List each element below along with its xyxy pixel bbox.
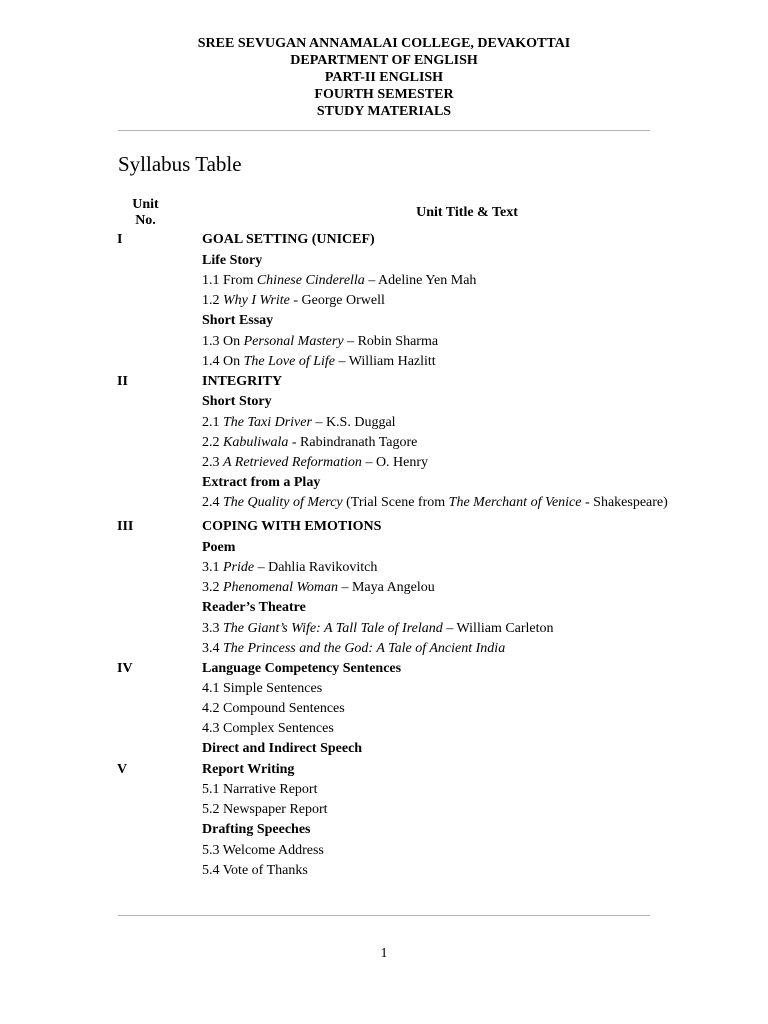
table-row <box>117 517 677 659</box>
syllabus-item <box>202 841 677 861</box>
item-text: – K.S. Duggal <box>311 414 396 430</box>
department-name: DEPARTMENT OF ENGLISH <box>290 53 478 68</box>
work-title: The Giant’s Wife: A Tall Tale of Ireland <box>223 620 443 636</box>
syllabus-item <box>202 413 677 433</box>
item-text: 3.2 <box>202 580 223 595</box>
item-text: – O. Henry <box>361 454 429 470</box>
item-text: 4.2 Compound Sentences <box>202 701 345 716</box>
unit-content <box>202 372 677 518</box>
semester-label: FOURTH SEMESTER <box>314 87 454 102</box>
header-divider <box>118 130 650 131</box>
item-text: 2.2 <box>202 434 223 450</box>
item-text: 5.4 Vote of Thanks <box>202 862 308 878</box>
unit-number: IV <box>117 660 133 676</box>
syllabus-item <box>202 679 677 699</box>
work-title: Chinese Cinderella <box>256 273 365 288</box>
work-title: The Quality of Mercy <box>223 495 343 510</box>
item-text: 2.3 <box>202 454 223 470</box>
table-row <box>117 372 677 518</box>
syllabus-item <box>202 332 677 352</box>
document-header <box>0 35 768 120</box>
item-text: 2.1 <box>202 414 223 430</box>
section-heading: Direct and Indirect Speech <box>202 741 363 756</box>
unit-no-header-line2: No. <box>135 213 156 228</box>
item-text: – Robin Sharma <box>343 333 439 349</box>
table-header-row <box>117 196 677 230</box>
item-text: – Maya Angelou <box>337 580 435 595</box>
section-heading: Poem <box>202 539 236 555</box>
syllabus-item <box>202 719 677 739</box>
item-text: 5.3 Welcome Address <box>202 842 324 858</box>
syllabus-item <box>202 861 677 881</box>
item-text: - Rabindranath Tagore <box>288 434 418 450</box>
section-heading: Life Story <box>202 252 263 268</box>
section-heading: GOAL SETTING (UNICEF) <box>202 232 375 247</box>
section-heading: Reader’s Theatre <box>202 600 306 615</box>
table-row <box>117 230 677 372</box>
item-text: 1.1 From <box>202 273 257 288</box>
unit-number: II <box>117 373 128 389</box>
footer-divider <box>118 915 650 916</box>
unit-content <box>202 517 677 659</box>
work-title: Pride <box>223 560 255 575</box>
item-text: - Shakespeare) <box>581 495 668 510</box>
unit-content <box>202 230 677 372</box>
item-text: – William Carleton <box>442 620 554 636</box>
syllabus-item <box>202 271 677 291</box>
syllabus-item <box>202 800 677 820</box>
item-text: 1.2 <box>202 293 223 308</box>
item-text: 1.4 On <box>202 353 244 369</box>
item-text: – William Hazlitt <box>335 353 436 369</box>
syllabus-item <box>202 433 677 453</box>
unit-number: III <box>117 519 134 534</box>
table-row <box>117 760 677 881</box>
work-title: The Princess and the God: A Tale of Ancient India <box>223 640 506 656</box>
item-text: - George Orwell <box>289 293 385 308</box>
syllabus-item <box>202 639 677 659</box>
item-text: 3.1 <box>202 560 223 575</box>
item-text: 5.1 Narrative Report <box>202 782 318 797</box>
item-text: – Dahlia Ravikovitch <box>254 560 378 575</box>
table-row <box>117 659 677 760</box>
page-number: 1 <box>380 946 388 961</box>
section-heading: Short Story <box>202 394 272 409</box>
table-body <box>117 230 677 881</box>
section-heading: INTEGRITY <box>202 373 283 389</box>
part-label: PART-II ENGLISH <box>324 70 444 85</box>
syllabus-item <box>202 780 677 800</box>
item-text: (Trial Scene from <box>342 495 449 510</box>
college-name: SREE SEVUGAN ANNAMALAI COLLEGE, DEVAKOTTAI <box>197 36 571 51</box>
item-text: – Adeline Yen Mah <box>364 273 477 288</box>
item-text: 5.2 Newspaper Report <box>202 802 328 817</box>
section-heading: COPING WITH EMOTIONS <box>202 519 382 534</box>
unit-no-header-line1: Unit <box>132 197 159 212</box>
syllabus-item <box>202 291 677 311</box>
section-heading: Short Essay <box>202 313 274 328</box>
work-title: The Love of Life <box>243 353 336 369</box>
work-title: Personal Mastery <box>243 333 344 349</box>
work-title: The Taxi Driver <box>223 414 312 430</box>
syllabus-item <box>202 578 677 598</box>
work-title: Phenomenal Woman <box>223 580 338 595</box>
work-title: Kabuliwala <box>223 434 289 450</box>
work-title: A Retrieved Reformation <box>223 454 362 470</box>
unit-content <box>202 760 677 881</box>
page-title: Syllabus Table <box>118 152 242 176</box>
item-text: 4.3 Complex Sentences <box>202 721 334 736</box>
syllabus-item <box>202 619 677 639</box>
unit-number: V <box>117 761 128 777</box>
section-heading: Extract from a Play <box>202 474 321 490</box>
item-text: 2.4 <box>202 495 223 510</box>
unit-number: I <box>117 232 123 247</box>
syllabus-table <box>117 196 677 881</box>
unit-title-header: Unit Title & Text <box>416 205 518 220</box>
section-heading: Drafting Speeches <box>202 822 311 837</box>
work-title: Why I Write <box>223 293 290 308</box>
syllabus-item <box>202 699 677 719</box>
materials-label: STUDY MATERIALS <box>316 104 452 119</box>
section-heading: Language Competency Sentences <box>202 660 402 676</box>
section-heading: Report Writing <box>202 761 295 777</box>
syllabus-item <box>202 453 677 473</box>
syllabus-item <box>202 558 677 578</box>
unit-content <box>202 659 677 760</box>
item-text: 1.3 On <box>202 333 244 349</box>
item-text: 4.1 Simple Sentences <box>202 681 323 696</box>
unit-no-header <box>117 196 202 230</box>
item-text: 3.4 <box>202 640 223 656</box>
item-text: 3.3 <box>202 620 223 636</box>
syllabus-item <box>202 493 677 517</box>
work-title: The Merchant of Venice <box>448 495 582 510</box>
syllabus-item <box>202 352 677 372</box>
